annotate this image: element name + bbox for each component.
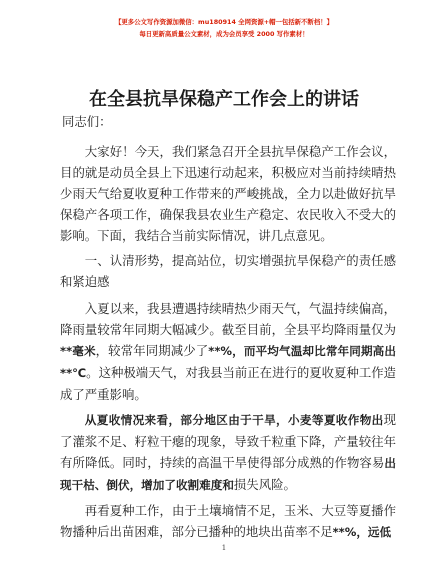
- paragraph-text: 再看夏种工作，由于土壤墒情不足，玉米、大豆等夏播作物播种后出苗困难，部分已播种的地块出苗率不足: [60, 503, 396, 539]
- paragraph-opening: 大家好！今天，我们紧急召开全县抗旱保稳产工作会议，目的就是动员全县上下迅速行动起来，积极应对当前持续晴热少雨天气给夏收夏种工作带来的严峻挑战，全力以赴做好抗旱保稳产各项工作，确保我县农业生产稳定、农民收入不受大的影响。下面，我结合当前实际情况，讲几点意见。: [60, 144, 396, 243]
- paragraph-text: 入夏以来，我县遭遇持续晴热少雨天气，气温持续偏高，降雨量较常年同期大幅减少。截至目前，全县平均降雨量仅为: [60, 301, 396, 337]
- emphasis-lodging: 出现干枯、倒伏，增加了收割难度和: [60, 456, 396, 492]
- paragraph-text: 损失风险。: [233, 477, 296, 492]
- paragraph-text: ，较常年同期减少了: [95, 343, 209, 358]
- document-body: [60, 141, 396, 547]
- paragraph-text: 现了灌浆不足、籽粒干瘪的现象，导致千粒重下降，产量较往年有所降低。同时，持续的高温干旱使得部分成熟的作物容易: [60, 412, 396, 470]
- paragraph-text: 。这种极端天气，对我县当前正在进行的夏收夏种工作造成了严重影响。: [60, 365, 396, 402]
- emergence-rate-value: **%，远低: [332, 525, 392, 539]
- temperature-statement: **%，而平均气温却比常年同期高出**℃: [60, 344, 396, 380]
- rainfall-value: **毫米: [60, 344, 96, 358]
- paragraph-summer-sowing: [60, 500, 396, 543]
- page-number: 1: [221, 544, 227, 552]
- document-title: 在全县抗旱保稳产工作会上的讲话: [89, 89, 359, 110]
- salutation: 同志们：: [62, 114, 112, 129]
- promo-banner-line-2: 每日更新高质量公文素材，成为会员享受 2000 写作素材！: [139, 30, 309, 38]
- emphasis-harvest: 从夏收情况来看，部分地区由于干旱，小麦等夏收作物出: [84, 413, 384, 427]
- paragraph-weather-situation: [60, 298, 396, 405]
- promo-banner-line-1: 【更多公文写作资源加微信：mu180914 全网资源+帽一包括新不断档！】: [114, 18, 333, 26]
- section-heading-1: 一、认清形势，提高站位，切实增强抗旱保稳产的责任感和紧迫感: [60, 253, 396, 289]
- paragraph-summer-harvest: [60, 409, 396, 496]
